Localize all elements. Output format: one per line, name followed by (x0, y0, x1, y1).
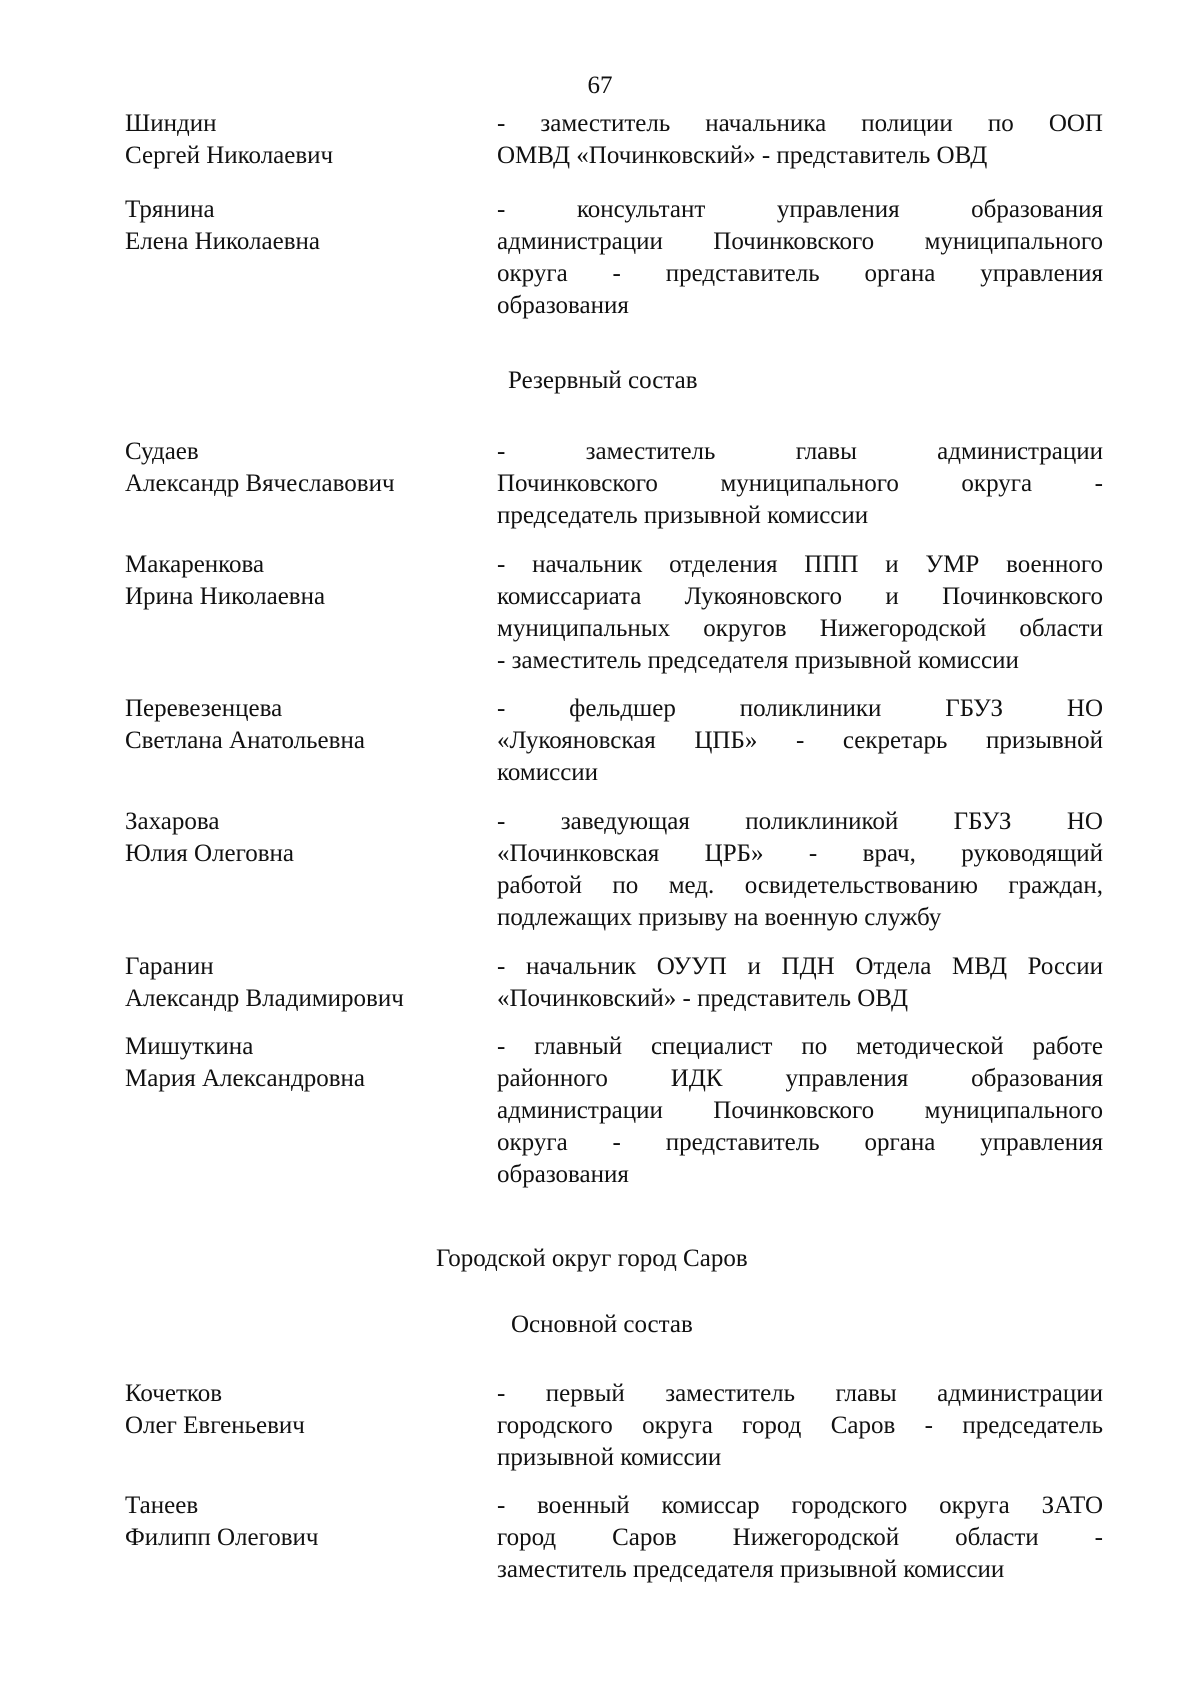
position-description (497, 194, 1103, 322)
desc-line: округа - представитель органа управления (497, 260, 1103, 287)
given-name: Филипп Олегович (125, 1524, 319, 1551)
desc-line: городского округа город Саров - председатель (497, 1412, 1103, 1439)
person-name (125, 1031, 475, 1095)
desc-line: округа - представитель органа управления (497, 1129, 1103, 1156)
given-name: Юлия Олеговна (125, 840, 295, 867)
surname: Судаев (125, 438, 199, 465)
person-name (125, 194, 475, 258)
given-name: Сергей Николаевич (125, 142, 334, 169)
person-name (125, 951, 475, 1015)
desc-line: подлежащих призыву на военную службу (497, 904, 942, 931)
person-name (125, 693, 475, 757)
desc-line: образования (497, 292, 629, 319)
given-name: Мария Александровна (125, 1065, 365, 1092)
surname: Кочетков (125, 1380, 223, 1407)
desc-line: - главный специалист по методической работе (497, 1033, 1103, 1060)
surname: Макаренкова (125, 551, 265, 578)
person-name (125, 436, 475, 500)
desc-line: - начальник отделения ППП и УМР военного (497, 551, 1103, 578)
person-name (125, 806, 475, 870)
section-heading-main: Основной состав (511, 1311, 693, 1338)
desc-line: - заместитель главы администрации (497, 438, 1103, 465)
given-name: Светлана Анатольевна (125, 727, 365, 754)
desc-line: администрации Починковского муниципального (497, 228, 1103, 255)
desc-line: - военный комиссар городского округа ЗАТО (497, 1492, 1103, 1519)
surname: Захарова (125, 808, 220, 835)
desc-line: районного ИДК управления образования (497, 1065, 1103, 1092)
position-description (497, 436, 1103, 532)
position-description (497, 951, 1103, 1015)
desc-line: ОМВД «Починковский» - представитель ОВД (497, 142, 988, 169)
surname: Гаранин (125, 953, 214, 980)
surname: Танеев (125, 1492, 199, 1519)
given-name: Ирина Николаевна (125, 583, 326, 610)
desc-line: - консультант управления образования (497, 196, 1103, 223)
desc-line: Починковского муниципального округа - (497, 470, 1103, 497)
position-description (497, 1031, 1103, 1191)
given-name: Олег Евгеньевич (125, 1412, 305, 1439)
desc-line: образования (497, 1161, 629, 1188)
given-name: Александр Вячеславович (125, 470, 395, 497)
desc-line: - первый заместитель главы администрации (497, 1380, 1103, 1407)
desc-line: комиссариата Лукояновского и Починковского (497, 583, 1103, 610)
person-name (125, 108, 475, 172)
position-description (497, 549, 1103, 677)
desc-line: председатель призывной комиссии (497, 502, 869, 529)
section-heading-district: Городской округ город Саров (436, 1245, 748, 1272)
surname: Мишуткина (125, 1033, 254, 1060)
desc-line: «Лукояновская ЦПБ» - секретарь призывной (497, 727, 1103, 754)
desc-line: муниципальных округов Нижегородской области (497, 615, 1103, 642)
section-heading-reserve: Резервный состав (508, 367, 698, 394)
desc-line: - начальник ОУУП и ПДН Отдела МВД России (497, 953, 1103, 980)
desc-line: работой по мед. освидетельствованию граждан, (497, 872, 1103, 899)
desc-line: «Починковская ЦРБ» - врач, руководящий (497, 840, 1103, 867)
person-name (125, 1378, 475, 1442)
desc-line: - заместитель начальника полиции по ООП (497, 110, 1103, 137)
position-description (497, 1490, 1103, 1586)
position-description (497, 693, 1103, 789)
surname: Шиндин (125, 110, 217, 137)
surname: Трянина (125, 196, 215, 223)
page-number: 67 (587, 72, 613, 99)
desc-line: - заведующая поликлиникой ГБУЗ НО (497, 808, 1103, 835)
desc-line: город Саров Нижегородской области - (497, 1524, 1103, 1551)
surname: Перевезенцева (125, 695, 283, 722)
desc-line: заместитель председателя призывной комиссии (497, 1556, 1005, 1583)
desc-line: «Починковский» - представитель ОВД (497, 985, 909, 1012)
person-name (125, 1490, 475, 1554)
desc-line: - фельдшер поликлиники ГБУЗ НО (497, 695, 1103, 722)
desc-line: - заместитель председателя призывной комиссии (497, 647, 1019, 674)
desc-line: комиссии (497, 759, 599, 786)
position-description (497, 1378, 1103, 1474)
desc-line: администрации Починковского муниципального (497, 1097, 1103, 1124)
position-description (497, 806, 1103, 934)
given-name: Елена Николаевна (125, 228, 320, 255)
person-name (125, 549, 475, 613)
given-name: Александр Владимирович (125, 985, 404, 1012)
position-description (497, 108, 1103, 172)
desc-line: призывной комиссии (497, 1444, 722, 1471)
